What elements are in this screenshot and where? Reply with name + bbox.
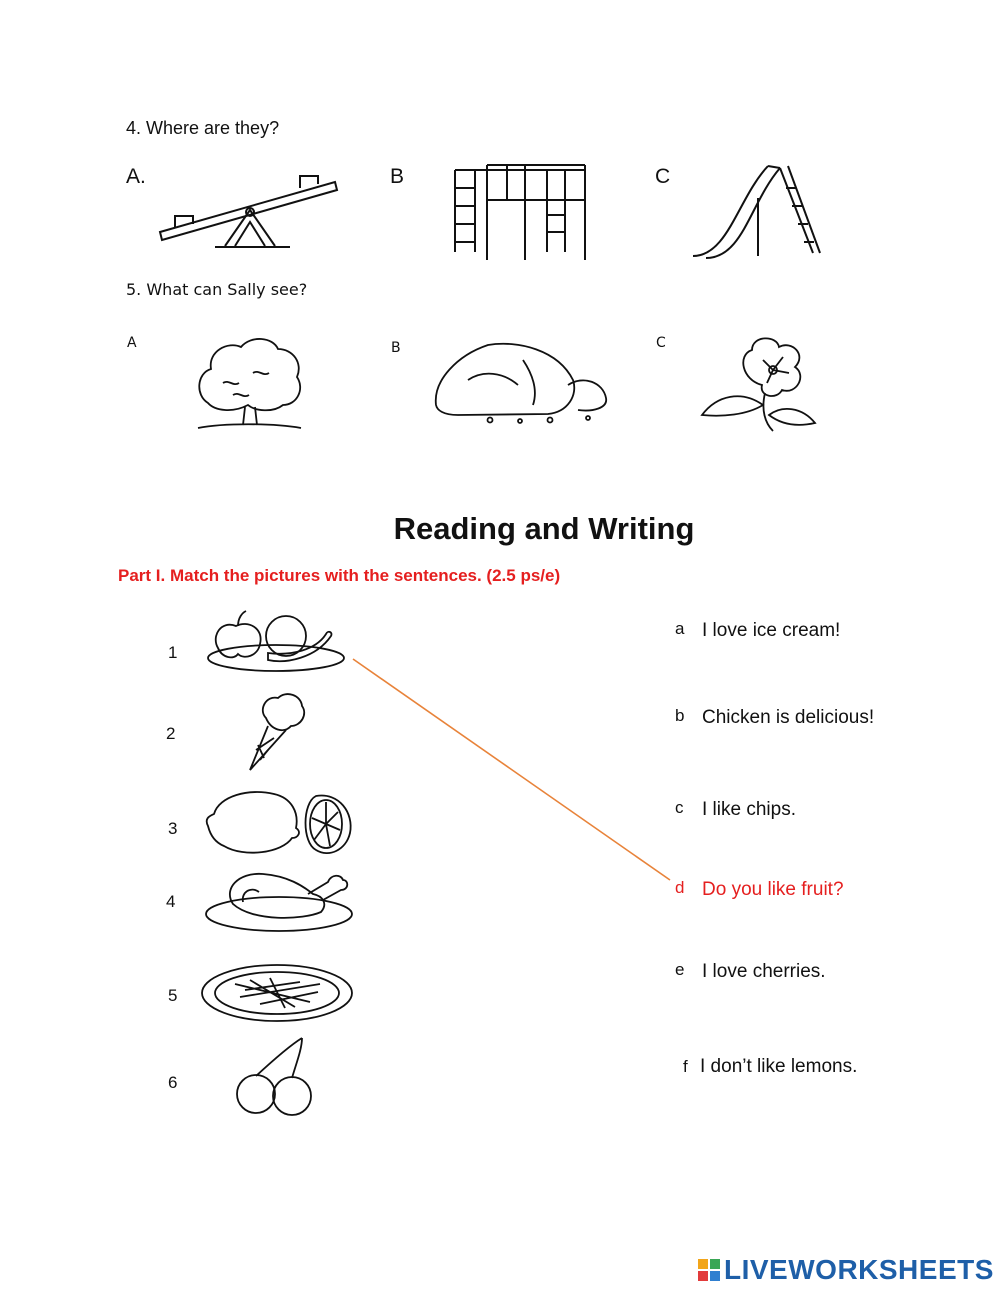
sentence-c: I like chips. — [702, 799, 796, 820]
picture-number-6: 6 — [168, 1073, 178, 1092]
part-instruction: Part I. Match the pictures with the sentences. (2.5 ps/e) — [118, 566, 561, 585]
section-title: Reading and Writing — [393, 511, 695, 546]
sentence-letter-e: e — [675, 960, 685, 979]
option-5b-label: B — [391, 340, 401, 356]
logo-text: LIVEWORKSHEETS — [724, 1254, 994, 1285]
option-5a-label: A — [127, 335, 137, 351]
sentence-d: Do you like fruit? — [702, 879, 844, 900]
logo-blocks-icon — [698, 1259, 720, 1281]
picture-number-5: 5 — [168, 986, 178, 1005]
sentence-e: I love cherries. — [702, 961, 826, 982]
sentence-a: I love ice cream! — [702, 620, 841, 641]
sentence-f: I don’t like lemons. — [700, 1056, 858, 1077]
option-4c-label: C — [655, 165, 671, 188]
liveworksheets-logo — [698, 1254, 994, 1286]
sentence-letter-a: a — [675, 619, 685, 638]
option-4a-label: A. — [126, 165, 146, 188]
sentence-letter-d: d — [675, 878, 685, 897]
option-4b-label: B — [390, 165, 405, 188]
sentence-letter-b: b — [675, 706, 685, 725]
picture-number-2: 2 — [166, 724, 176, 743]
sentence-letter-c: c — [675, 798, 684, 817]
picture-number-4: 4 — [166, 892, 176, 911]
picture-number-1: 1 — [168, 643, 178, 662]
picture-number-3: 3 — [168, 819, 178, 838]
sentence-letter-f: f — [683, 1057, 688, 1076]
sentence-b: Chicken is delicious! — [702, 707, 875, 728]
option-5c-label: C — [656, 335, 666, 351]
question-4: 4. Where are they? — [126, 118, 280, 138]
question-5: 5. What can Sally see? — [126, 280, 308, 299]
